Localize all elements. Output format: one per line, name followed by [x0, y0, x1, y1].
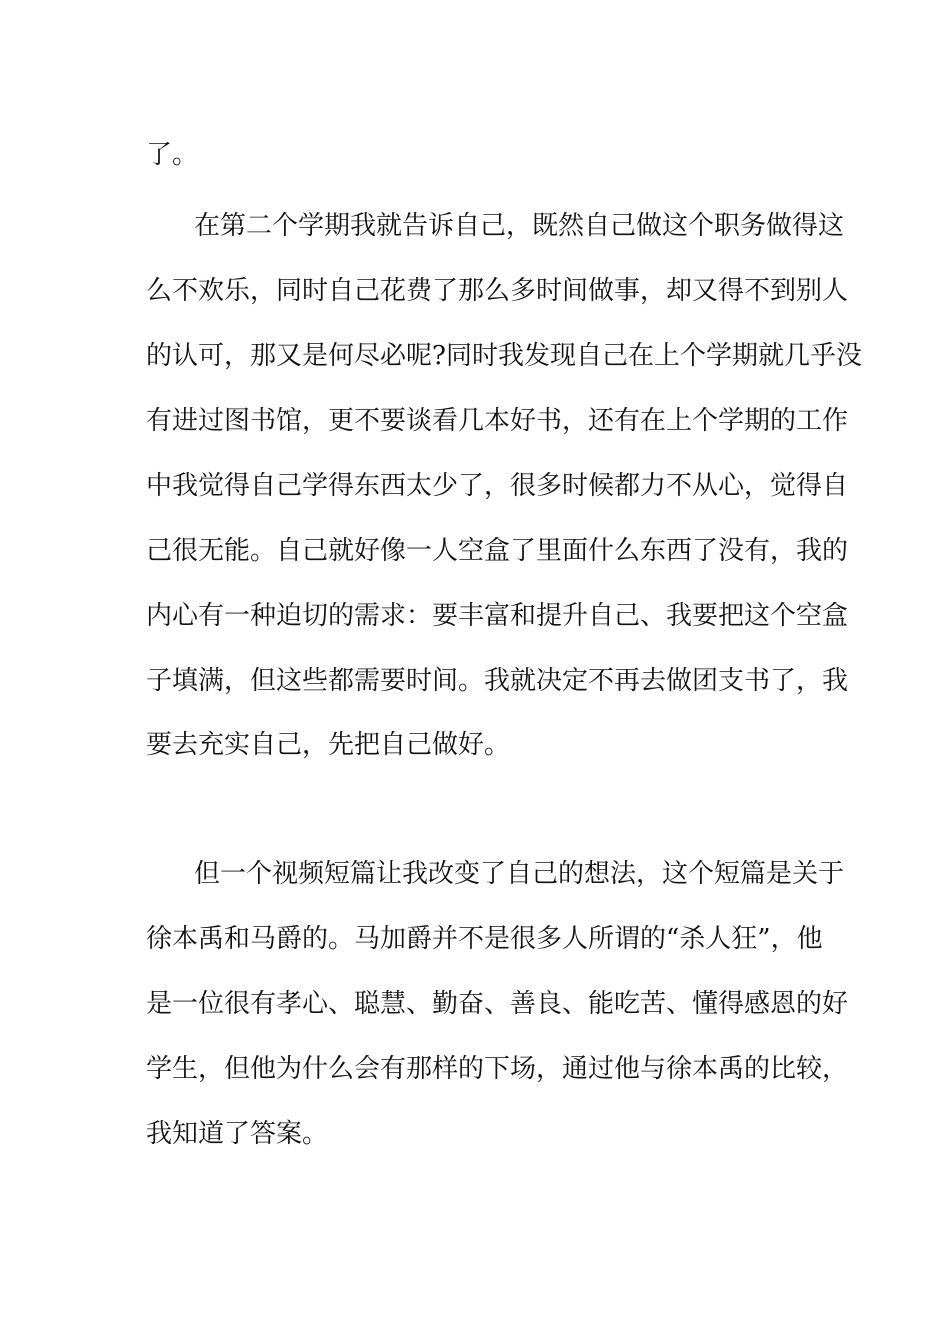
text-line: 要去充实自己，先把自己做好。: [146, 730, 511, 760]
text-line: 徐本禹和马爵的。马加爵并不是很多人所谓的“杀人狂”，他: [146, 924, 823, 954]
text-line: 己很无能。自己就好像一人空盒了里面什么东西了没有，我的: [146, 536, 849, 566]
text-line: 么不欢乐，同时自己花费了那么多时间做事，却又得不到别人: [146, 276, 849, 306]
paragraph-first-line: 但一个视频短篇让我改变了自己的想法，这个短篇是关于: [194, 859, 845, 889]
text-line: 的认可，那又是何尽必呢?同时我发现自己在上个学期就几乎没: [146, 341, 862, 371]
paragraph-first-line: 在第二个学期我就告诉自己，既然自己做这个职务做得这: [194, 211, 845, 241]
text-line: 中我觉得自己学得东西太少了，很多时候都力不从心，觉得自: [146, 471, 849, 501]
text-line: 是一位很有孝心、聪慧、勤奋、善良、能吃苦、懂得感恩的好: [146, 989, 849, 1019]
text-line: 学生，但他为什么会有那样的下场，通过他与徐本禹的比较，: [146, 1054, 849, 1084]
text-line: 子填满，但这些都需要时间。我就决定不再去做团支书了，我: [146, 666, 849, 696]
text-line: 我知道了答案。: [146, 1119, 329, 1149]
text-line: 内心有一种迫切的需求：要丰富和提升自己、我要把这个空盒: [146, 601, 849, 631]
text-line: 了。: [146, 140, 199, 170]
text-line: 有进过图书馆，更不要谈看几本好书，还有在上个学期的工作: [146, 406, 849, 436]
